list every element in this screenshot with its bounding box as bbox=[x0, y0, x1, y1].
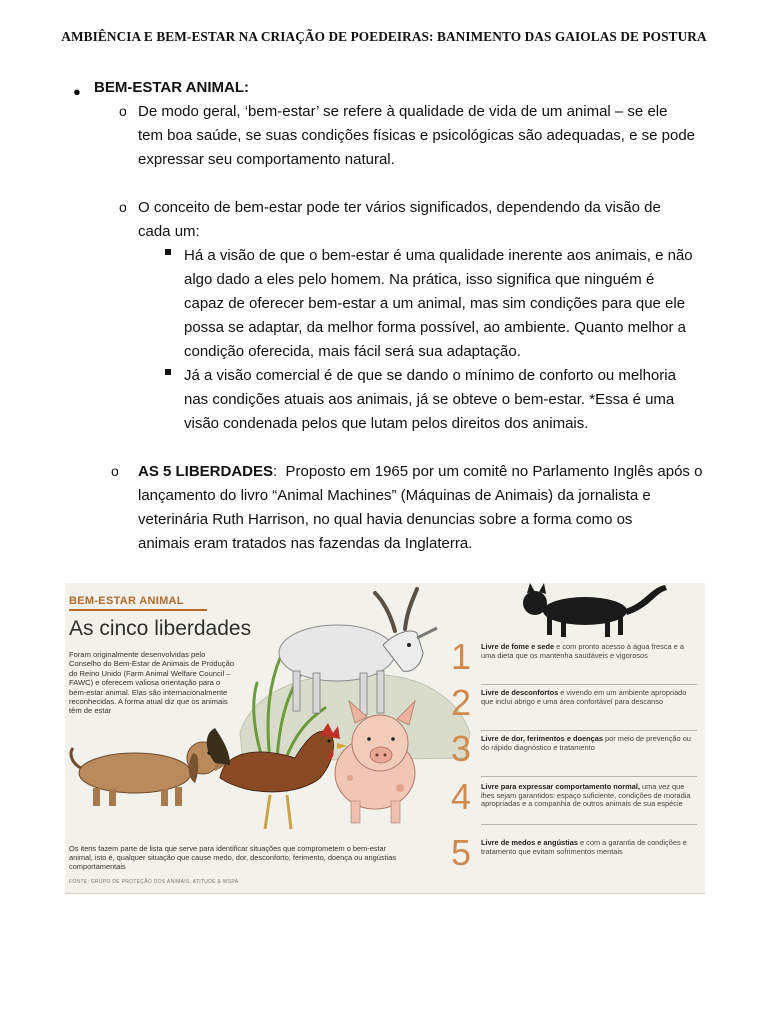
bullet-circle: o bbox=[111, 463, 119, 479]
freedom-title: Livre de desconfortos bbox=[481, 688, 559, 697]
freedom-number: 4 bbox=[451, 776, 472, 817]
document-title: AMBIÊNCIA E BEM-ESTAR NA CRIAÇÃO DE POEDEIRAS: BANIMENTO DAS GAIOLAS DE POSTURA bbox=[61, 29, 707, 44]
infographic-footer: Os itens fazem parte de lista que serve para identificar situações que comprometem o bem-estar animal, isto é, qualquer situação que cause medo, dor, desconforto, ferimento, doença ou angústias comportamentais bbox=[69, 844, 397, 871]
item-2-line-1: O conceito de bem-estar pode ter vários significados, dependendo da visão de bbox=[138, 199, 661, 216]
freedom-text bbox=[481, 839, 699, 856]
freedom-text bbox=[481, 643, 699, 660]
bullet-circle: o bbox=[119, 199, 127, 215]
freedom-description: uma vez que lhes sejam garantidos: espaço suficiente, condições de moradia apropriadas e a companhia de outros animais de sua espécie bbox=[481, 782, 691, 809]
item-1-line-1: De modo geral, ‘bem-estar’ se refere à qualidade de vida de um animal – se ele bbox=[138, 103, 668, 120]
divider bbox=[481, 684, 697, 685]
item-3-line-1 bbox=[138, 460, 702, 484]
infographic-intro: Foram originalmente desenvolvidas pelo Conselho do Bem-Estar de Animais de Produção do Reino Unido (Farm Animal Welfare Council – FAWC) e oferecem valiosa orientação para o bem-estar animal. Elas são internacionalmente reconhecidas. A forma atual diz que os animais têm de estar bbox=[69, 650, 235, 716]
freedom-number: 3 bbox=[451, 728, 472, 769]
freedom-description: e com pronto acesso à água fresca e a uma dieta que os mantenha saudáveis e vigorosos bbox=[481, 642, 684, 660]
five-freedoms-label: AS 5 LIBERDADES bbox=[138, 463, 274, 480]
subitem-2-line-2: nas condições atuais aos animais, já se obteve o bem-estar. *Essa é uma bbox=[184, 391, 675, 408]
divider bbox=[481, 730, 697, 731]
item-2-line-2: cada um: bbox=[138, 223, 200, 240]
subitem-1-line-4: possa se adaptar, da melhor forma possível, ao ambiente. Quanto melhor a bbox=[184, 319, 686, 336]
freedom-title: Livre para expressar comportamento normal, bbox=[481, 782, 640, 791]
cat-illustration bbox=[523, 583, 667, 637]
freedom-title: Livre de fome e sede bbox=[481, 642, 555, 651]
freedom-item-3 bbox=[451, 728, 701, 773]
infographic-source: FONTE: GRUPO DE PROTEÇÃO DOS ANIMAIS, ATITUDE & WSPA bbox=[69, 879, 239, 885]
freedom-title: Livre de medos e angústias bbox=[481, 838, 578, 847]
item-3-line-2: lançamento do livro “Animal Machines” (Máquinas de Animais) da jornalista e bbox=[138, 487, 651, 504]
item-3-line-1-rest: : Proposto em 1965 por um comitê no Parlamento Inglês após o bbox=[273, 463, 703, 480]
divider bbox=[481, 776, 697, 777]
freedom-description: e vivendo em um ambiente apropriado que inclui abrigo e uma área confortável para descanso bbox=[481, 688, 687, 706]
freedom-description: por meio de prevenção ou do rápido diagnóstico e tratamento bbox=[481, 734, 691, 752]
bullet-circle: o bbox=[119, 103, 127, 119]
freedom-item-4 bbox=[451, 776, 701, 821]
bullet-disc: ● bbox=[73, 84, 81, 99]
freedom-number: 2 bbox=[451, 682, 472, 723]
tag-underline bbox=[69, 609, 207, 611]
subitem-2-line-3: visão condenada pelos que lutam pelos direitos dos animais. bbox=[184, 415, 589, 432]
infographic-headline: As cinco liberdades bbox=[69, 617, 252, 640]
freedom-description: e com a garantia de condições e tratamento que evitam sofrimentos mentais bbox=[481, 838, 687, 856]
subitem-2-line-1: Já a visão comercial é de que se dando o mínimo de conforto ou melhoria bbox=[184, 367, 676, 384]
infographic-tag: BEM-ESTAR ANIMAL bbox=[69, 595, 184, 607]
item-3-line-4: animais eram tratados nas fazendas da Inglaterra. bbox=[138, 535, 473, 552]
dog-illustration bbox=[71, 742, 230, 806]
bullet-square bbox=[165, 249, 171, 255]
subitem-1-line-5: condição oferecida, mais fácil será sua adaptação. bbox=[184, 343, 521, 360]
freedom-item-1 bbox=[451, 636, 701, 681]
five-freedoms-infographic bbox=[65, 583, 705, 894]
freedom-title: Livre de dor, ferimentos e doenças bbox=[481, 734, 603, 743]
freedom-item-2 bbox=[451, 682, 701, 727]
section-heading: BEM-ESTAR ANIMAL: bbox=[94, 79, 249, 96]
item-3-line-3: veterinária Ruth Harrison, no qual havia denuncias sobre a forma como os bbox=[138, 511, 633, 528]
item-1-line-2: tem boa saúde, se suas condições físicas e psicológicas são adequadas, e se pode bbox=[138, 127, 696, 144]
freedom-text bbox=[481, 735, 699, 752]
item-1-line-3: expressar seu comportamento natural. bbox=[138, 151, 395, 168]
subitem-1-line-1: Há a visão de que o bem-estar é uma qualidade inerente aos animais, e não bbox=[184, 247, 693, 264]
subitem-1-line-2: algo dado a eles pelo homem. Na prática, isso significa que ninguém é bbox=[184, 271, 655, 288]
freedom-number: 1 bbox=[451, 636, 472, 677]
freedom-text bbox=[481, 783, 699, 809]
divider bbox=[481, 824, 697, 825]
bullet-square bbox=[165, 369, 171, 375]
freedom-item-5 bbox=[451, 832, 701, 877]
subitem-1-line-3: capaz de oferecer bem-estar a um animal, mas sim condições para que ele bbox=[184, 295, 686, 312]
freedom-number: 5 bbox=[451, 832, 472, 873]
freedom-text bbox=[481, 689, 699, 706]
